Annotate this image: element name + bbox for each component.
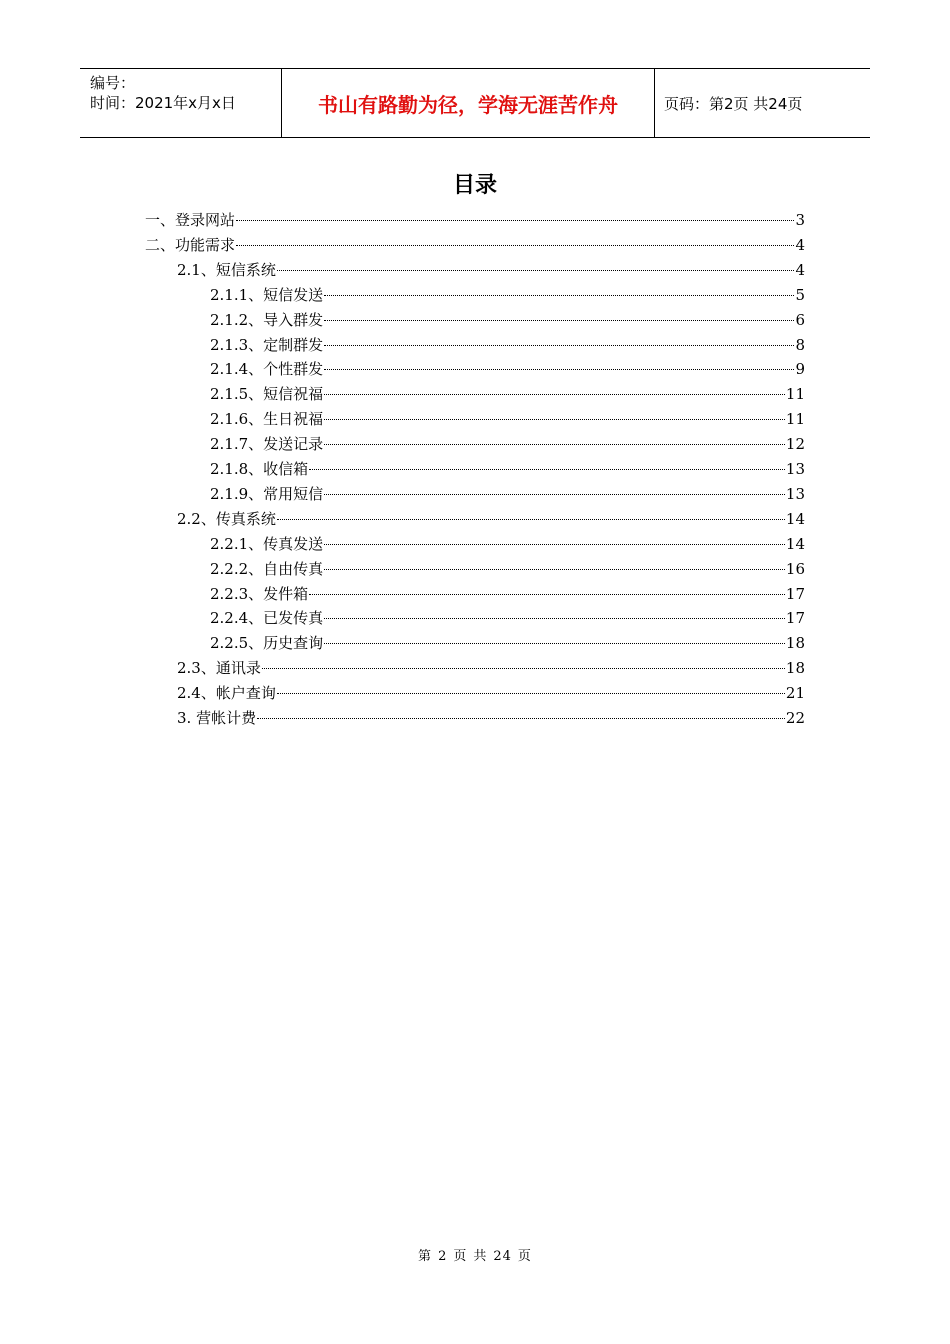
toc-entry[interactable] <box>210 482 805 506</box>
toc-entry-label: 二、功能需求 <box>145 235 236 254</box>
toc-entry-page: 4 <box>795 235 805 254</box>
toc-leader-dots <box>324 643 785 644</box>
toc-entry[interactable] <box>210 606 805 630</box>
toc-entry[interactable] <box>210 382 805 406</box>
toc-entry-page: 17 <box>785 609 805 628</box>
toc-entry-label: 2.3、通讯录 <box>177 659 261 678</box>
toc-leader-dots <box>324 419 785 420</box>
toc-entry[interactable] <box>210 557 805 581</box>
toc-leader-dots <box>324 394 785 395</box>
toc-entry-label: 2.2、传真系统 <box>177 509 276 528</box>
toc-entry-page: 9 <box>795 360 805 379</box>
toc-title: 目录 <box>452 173 497 198</box>
doc-time-label: 时间：2021年x月x日 <box>90 94 236 112</box>
toc-leader-dots <box>277 519 785 520</box>
toc-entry[interactable] <box>210 432 805 456</box>
toc-entry-page: 14 <box>785 534 805 553</box>
toc-entry-label: 3. 营帐计费 <box>177 709 257 727</box>
toc-leader-dots <box>324 569 785 570</box>
toc-entry[interactable] <box>210 407 805 431</box>
toc-entry-page: 13 <box>785 460 805 478</box>
toc-leader-dots <box>324 444 785 445</box>
toc-entry[interactable] <box>210 457 805 481</box>
toc-leader-dots <box>324 369 794 370</box>
toc-leader-dots <box>236 245 794 246</box>
toc-entry-label: 2.1.3、定制群发 <box>210 335 324 354</box>
toc-entry-label: 2.1.5、短信祝福 <box>210 385 324 404</box>
toc-leader-dots <box>277 693 785 694</box>
toc-entry[interactable] <box>210 333 805 357</box>
toc-entry-label: 2.2.2、自由传真 <box>210 559 324 578</box>
toc-entry-page: 4 <box>795 260 805 279</box>
toc-leader-dots <box>277 270 795 271</box>
toc-entry[interactable] <box>145 233 805 257</box>
toc-entry[interactable] <box>177 681 805 705</box>
toc-leader-dots <box>262 668 785 669</box>
toc-entry-page: 5 <box>795 285 805 304</box>
header-meta <box>80 69 282 137</box>
footer-gong: 共 <box>473 1249 488 1264</box>
toc-entry-label: 2.1.7、发送记录 <box>210 435 324 454</box>
toc-leader-dots <box>324 618 785 619</box>
toc-entry-page: 17 <box>785 584 805 603</box>
toc-entry-page: 11 <box>785 410 805 429</box>
toc-entry-label: 2.1.4、个性群发 <box>210 360 324 379</box>
toc-entry[interactable] <box>210 532 805 556</box>
toc-entry[interactable] <box>177 507 805 531</box>
footer-current-page: 2 <box>438 1249 448 1264</box>
toc-leader-dots <box>257 718 785 719</box>
toc-leader-dots <box>324 320 794 321</box>
toc-entry[interactable] <box>177 656 805 680</box>
toc-entry[interactable] <box>210 308 805 332</box>
toc-entry[interactable] <box>177 706 805 730</box>
toc-leader-dots <box>324 295 794 296</box>
toc-entry-page: 11 <box>785 385 805 404</box>
toc-entry-page: 12 <box>785 435 805 454</box>
toc-entry-label: 2.1.1、短信发送 <box>210 285 324 304</box>
toc-leader-dots <box>236 220 794 221</box>
doc-number-label: 编号： <box>90 74 136 92</box>
header-page-info: 页码：第2页 共24页 <box>664 94 803 113</box>
toc-entry-page: 18 <box>785 659 805 678</box>
toc-leader-dots <box>309 469 785 470</box>
toc-entry-label: 2.2.5、历史查询 <box>210 634 324 653</box>
toc-entry[interactable] <box>210 357 805 381</box>
footer-total-pages: 24 <box>493 1249 512 1264</box>
toc-entry-label: 2.1.2、导入群发 <box>210 310 324 329</box>
header-motto: 书山有路勤为径，学海无涯苦作舟 <box>282 69 655 137</box>
toc-entry[interactable] <box>210 582 805 606</box>
toc-entry-page: 8 <box>795 335 805 354</box>
toc-entry-label: 2.1、短信系统 <box>177 260 276 279</box>
toc-entry-page: 22 <box>785 709 805 727</box>
footer-di: 第 <box>418 1249 433 1264</box>
toc-entry-label: 2.4、帐户查询 <box>177 684 276 703</box>
toc-leader-dots <box>309 594 785 595</box>
toc-entry-page: 21 <box>785 684 805 703</box>
toc-entry-label: 2.1.6、生日祝福 <box>210 410 324 429</box>
page-header <box>80 68 870 138</box>
toc-entry-page: 16 <box>785 559 805 578</box>
toc-entry[interactable] <box>210 631 805 655</box>
footer-ye-2: 页 <box>517 1249 532 1264</box>
toc-entry-label: 一、登录网站 <box>145 211 236 229</box>
toc-leader-dots <box>324 544 785 545</box>
toc-entry-page: 18 <box>785 634 805 653</box>
toc-entry-page: 3 <box>795 211 805 229</box>
page-footer <box>0 1245 950 1264</box>
toc-leader-dots <box>324 494 785 495</box>
toc-entry[interactable] <box>145 208 805 232</box>
toc-entry-label: 2.1.9、常用短信 <box>210 484 324 503</box>
footer-ye: 页 <box>453 1249 468 1264</box>
toc-entry-page: 14 <box>785 509 805 528</box>
toc-entry-page: 13 <box>785 484 805 503</box>
toc-entry-page: 6 <box>795 310 805 329</box>
toc-entry-label: 2.2.1、传真发送 <box>210 534 324 553</box>
toc-entry-label: 2.2.3、发件箱 <box>210 584 309 603</box>
toc-entry[interactable] <box>210 283 805 307</box>
toc-entry-label: 2.2.4、已发传真 <box>210 609 324 628</box>
toc-leader-dots <box>324 345 794 346</box>
toc-entry[interactable] <box>177 258 805 282</box>
toc-entry-label: 2.1.8、收信箱 <box>210 460 309 478</box>
